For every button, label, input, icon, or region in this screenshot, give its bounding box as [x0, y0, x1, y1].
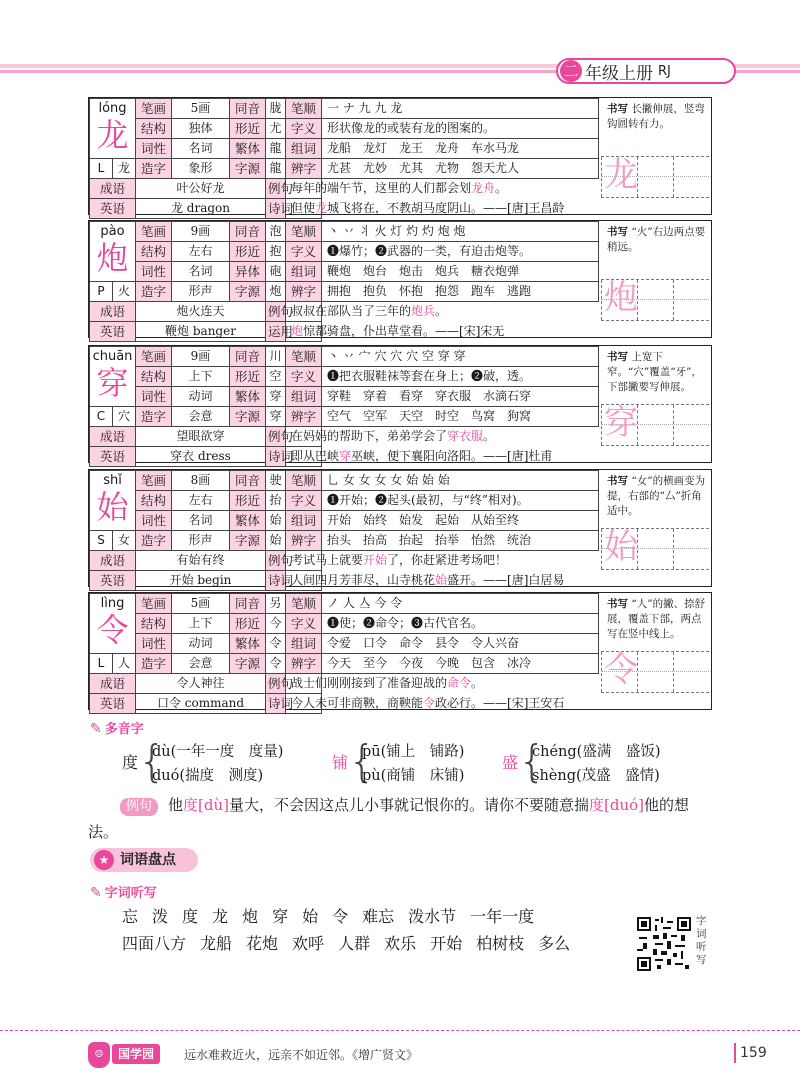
example-text: 他: [168, 796, 184, 814]
label-example: 例句: [266, 179, 286, 199]
char-table: [89, 221, 599, 342]
example-text: 量大，不会因这点儿小事就记恨你的。请你不要随意揣: [229, 796, 590, 814]
char-table: [89, 593, 599, 714]
origin-glyph: 令: [266, 654, 286, 674]
label-formation: 造字: [136, 407, 172, 427]
homophone: 胧: [266, 99, 286, 119]
label-structure: 结构: [136, 491, 172, 511]
char-head: [90, 471, 136, 551]
label-meaning: 字义: [286, 242, 322, 262]
footer: [88, 1040, 767, 1070]
dictation-word: 忘: [122, 907, 139, 926]
label-similar: 形近: [230, 491, 266, 511]
similar-char: 今: [266, 614, 286, 634]
dictation-word: 难忘: [362, 907, 395, 926]
meaning: ❶爆竹；❷武器的一类，有迫击炮等。: [322, 242, 599, 262]
origin-glyph: 龍: [266, 159, 286, 179]
label-pos: 词性: [136, 634, 172, 654]
writing-guide: [599, 593, 711, 709]
writing-note: 书写 “火”右边两点要稍远。: [607, 226, 706, 253]
label-alt: 繁体: [230, 511, 266, 531]
poly-item: 铺 { pū(铺上 铺路) pù(商铺 床铺): [332, 736, 465, 787]
dictation-words: [122, 903, 622, 957]
footer-quote: 远水难救近火，远亲不如近邻。《增广贤文》: [184, 1048, 419, 1062]
label-similar: 形近: [230, 614, 266, 634]
char-glyph: 令: [96, 611, 129, 649]
idiom: 叶公好龙: [136, 179, 266, 199]
char-head: [90, 99, 136, 179]
structure: 左右: [172, 242, 230, 262]
dictation-word: 始: [302, 907, 319, 926]
label-example: 例句: [266, 302, 286, 322]
dictation-word: 龙船: [200, 934, 233, 953]
label-poem: 诗词: [266, 571, 286, 591]
dictation-word: 花炮: [246, 934, 279, 953]
example-text: 他的想法。: [88, 796, 690, 841]
poem-line: 炮惊都骑盘，仆出草堂看。——[宋]宋无: [286, 322, 322, 342]
label-words: 组词: [286, 634, 322, 654]
meaning: ❶把衣服鞋袜等套在身上；❷破，透。: [322, 367, 599, 387]
pencil-icon: ✎: [90, 721, 102, 737]
trace-char: 始: [604, 527, 638, 567]
trace-char: 炮: [604, 278, 638, 318]
dictation-word: 欢乐: [384, 934, 417, 953]
formation: 会意: [172, 654, 230, 674]
label-pos: 词性: [136, 511, 172, 531]
idiom: 有始有终: [136, 551, 266, 571]
label-meaning: 字义: [286, 367, 322, 387]
dictation-word: 令: [332, 907, 349, 926]
char-card: [88, 469, 712, 587]
similar-char: 抱: [266, 242, 286, 262]
part-of-speech: 动词: [172, 387, 230, 407]
stroke-order: 丶 丷 丬 火 灯 灼 灼 炮 炮: [322, 222, 599, 242]
idiom: 炮火连天: [136, 302, 266, 322]
label-alt: 繁体: [230, 387, 266, 407]
label-alt: 繁体: [230, 139, 266, 159]
label-distinguish: 辨字: [286, 407, 322, 427]
label-formation: 造字: [136, 654, 172, 674]
alt-form: 砲: [266, 262, 286, 282]
label-distinguish: 辨字: [286, 159, 322, 179]
label-homophone: 同音: [230, 222, 266, 242]
char-glyph: 龙: [96, 116, 129, 154]
label-strokes: 笔画: [136, 594, 172, 614]
trace-char: 穿: [604, 403, 638, 443]
example-highlight: 度[duó]: [589, 796, 645, 814]
label-strokes: 笔画: [136, 471, 172, 491]
label-similar: 形近: [230, 242, 266, 262]
poly-reading: duó(揣度 测度): [152, 768, 264, 784]
label-idiom: 成语: [90, 302, 136, 322]
idiom: 望眼欲穿: [136, 427, 266, 447]
label-english: 英语: [90, 571, 136, 591]
dictation-title: ✎ 字词听写: [90, 885, 157, 901]
dictation-word: 度: [182, 907, 199, 926]
radical: 女: [117, 533, 130, 547]
label-order: 笔顺: [286, 347, 322, 367]
label-strokes: 笔画: [136, 222, 172, 242]
english: 开始 begin: [136, 571, 266, 591]
trace-char: 令: [604, 650, 638, 690]
homophone: 泡: [266, 222, 286, 242]
writing-note: 书写 “女”的横画变为提，右部的“厶”折角适中。: [607, 475, 706, 517]
label-distinguish: 辨字: [286, 282, 322, 302]
label-idiom: 成语: [90, 179, 136, 199]
label-poem: 诗词: [266, 199, 286, 219]
qr-label: 字词听写: [696, 915, 707, 966]
label-meaning: 字义: [286, 614, 322, 634]
label-order: 笔顺: [286, 99, 322, 119]
word-list: 穿鞋 穿着 看穿 穿衣服 水滴石穿: [322, 387, 599, 407]
poly-key: 盛: [502, 753, 519, 772]
label-distinguish: 辨字: [286, 654, 322, 674]
poly-key: 铺: [332, 753, 349, 772]
label-poem: 运用: [266, 322, 286, 342]
label-order: 笔顺: [286, 222, 322, 242]
formation: 会意: [172, 407, 230, 427]
radical: 龙: [117, 161, 130, 175]
idiom: 令人神往: [136, 674, 266, 694]
part-of-speech: 名词: [172, 511, 230, 531]
origin-glyph: 始: [266, 531, 286, 551]
label-strokes: 笔画: [136, 99, 172, 119]
label-homophone: 同音: [230, 99, 266, 119]
formation: 形声: [172, 531, 230, 551]
similar-char: 抬: [266, 491, 286, 511]
meaning: 形状像龙的或装有龙的图案的。: [322, 119, 599, 139]
label-similar: 形近: [230, 119, 266, 139]
label-words: 组词: [286, 511, 322, 531]
structure: 独体: [172, 119, 230, 139]
dictation-word: 人群: [338, 934, 371, 953]
label-pos: 词性: [136, 387, 172, 407]
poly-item: 度 { dù(一年一度 度量) duó(揣度 测度): [122, 736, 284, 787]
label-meaning: 字义: [286, 491, 322, 511]
word-list: 鞭炮 炮台 炮击 炮兵 糖衣炮弹: [322, 262, 599, 282]
label-meaning: 字义: [286, 119, 322, 139]
writing-guide: [599, 98, 711, 214]
char-glyph: 穿: [96, 364, 129, 402]
english: 龙 dragon: [136, 199, 266, 219]
char-table: [89, 470, 599, 591]
stroke-order: 一 ナ 九 九 龙: [322, 99, 599, 119]
grade-badge: [556, 58, 736, 84]
label-words: 组词: [286, 139, 322, 159]
structure: 左右: [172, 491, 230, 511]
label-origin: 字源: [230, 159, 266, 179]
radical: 人: [117, 656, 130, 670]
mascot-icon: ☺: [88, 1042, 110, 1068]
label-poem: 诗词: [266, 694, 286, 714]
char-head: [90, 594, 136, 674]
label-formation: 造字: [136, 159, 172, 179]
label-idiom: 成语: [90, 674, 136, 694]
english: 穿衣 dress: [136, 447, 266, 467]
label-pos: 词性: [136, 262, 172, 282]
english: 口令 command: [136, 694, 266, 714]
label-pos: 词性: [136, 139, 172, 159]
dictation-word: 龙: [212, 907, 229, 926]
label-similar: 形近: [230, 367, 266, 387]
dictation-word: 泼水节: [408, 907, 457, 926]
label-distinguish: 辨字: [286, 531, 322, 551]
distinguish-words: 抬头 抬高 抬起 抬举 怡然 统治: [322, 531, 599, 551]
char-pinyin: shǐ: [103, 473, 122, 488]
meaning: ❶使；❷命令；❸古代官名。: [322, 614, 599, 634]
formation: 形声: [172, 282, 230, 302]
char-head: [90, 222, 136, 302]
trace-char: 龙: [604, 155, 638, 195]
strokes: 5画: [172, 594, 230, 614]
label-formation: 造字: [136, 282, 172, 302]
label-origin: 字源: [230, 654, 266, 674]
page-number: 159: [734, 1043, 767, 1063]
similar-char: 空: [266, 367, 286, 387]
label-alt: 繁体: [230, 634, 266, 654]
index-letter: L: [90, 654, 113, 673]
strokes: 8画: [172, 471, 230, 491]
footer-badge: 国学园: [112, 1044, 160, 1064]
writing-guide: [599, 221, 711, 337]
index-letter: C: [90, 407, 113, 426]
strokes: 5画: [172, 99, 230, 119]
dictation-word: 开始: [430, 934, 463, 953]
label-order: 笔顺: [286, 594, 322, 614]
edition: RJ: [658, 63, 671, 79]
char-glyph: 始: [96, 488, 129, 526]
stroke-order: 丶 丷 宀 穴 穴 穴 空 穿 穿: [322, 347, 599, 367]
char-card: [88, 345, 712, 463]
qr-code[interactable]: [637, 917, 691, 971]
review-title-text: 词语盘点: [120, 852, 176, 868]
dictation-word: 泼: [152, 907, 169, 926]
polyphonic-example: [88, 792, 718, 846]
label-example: 例句: [266, 427, 286, 447]
poly-reading: shèng(茂盛 盛情): [532, 768, 660, 784]
example-sentence: 每年的端午节，这里的人们都会划龙舟。: [286, 179, 322, 199]
writing-note: 书写 长撇伸展，竖弯钩圆转有力。: [607, 103, 705, 130]
part-of-speech: 动词: [172, 634, 230, 654]
polyphonic-title: ✎ 多音字: [90, 721, 144, 737]
label-origin: 字源: [230, 531, 266, 551]
label-idiom: 成语: [90, 551, 136, 571]
structure: 上下: [172, 614, 230, 634]
origin-glyph: 炮: [266, 282, 286, 302]
homophone: 川: [266, 347, 286, 367]
writing-note: 书写 “人”的撇、捺舒展，覆盖下部，两点写在竖中线上。: [607, 598, 706, 640]
label-structure: 结构: [136, 367, 172, 387]
strokes: 9画: [172, 347, 230, 367]
writing-note: 书写 上宽下窄。“穴”覆盖“牙”，下部撇要写伸展。: [607, 351, 702, 393]
poly-reading: pū(铺上 铺路): [362, 744, 465, 760]
homophone: 另: [266, 594, 286, 614]
char-pinyin: chuān: [92, 349, 133, 364]
formation: 象形: [172, 159, 230, 179]
writing-guide: [599, 346, 711, 462]
part-of-speech: 名词: [172, 139, 230, 159]
label-words: 组词: [286, 262, 322, 282]
index-letter: P: [90, 282, 113, 301]
char-table: [89, 346, 599, 467]
label-origin: 字源: [230, 282, 266, 302]
example-badge: 例句: [120, 798, 158, 816]
structure: 上下: [172, 367, 230, 387]
alt-form: 令: [266, 634, 286, 654]
poly-key: 度: [122, 753, 139, 772]
label-structure: 结构: [136, 119, 172, 139]
char-pinyin: lóng: [98, 101, 127, 116]
footer-divider: [0, 1030, 800, 1031]
label-example: 例句: [266, 674, 286, 694]
alt-form: 始: [266, 511, 286, 531]
label-structure: 结构: [136, 242, 172, 262]
dictation-word: 炮: [242, 907, 259, 926]
poem-line: 即从巴峡穿巫峡，便下襄阳向洛阳。——[唐]杜甫: [286, 447, 322, 467]
label-structure: 结构: [136, 614, 172, 634]
char-card: [88, 592, 712, 710]
alt-form: 龍: [266, 139, 286, 159]
writing-guide: [599, 470, 711, 586]
poly-item: 盛 { chéng(盛满 盛饭) shèng(茂盛 盛情): [502, 736, 661, 787]
label-poem: 诗词: [266, 447, 286, 467]
label-english: 英语: [90, 199, 136, 219]
label-order: 笔顺: [286, 471, 322, 491]
label-english: 英语: [90, 447, 136, 467]
dictation-word: 欢呼: [292, 934, 325, 953]
example-sentence: 叔叔在部队当了三年的炮兵。: [286, 302, 322, 322]
example-highlight: 度[dù]: [183, 796, 229, 814]
poem-line: 今人未可非商鞅，商鞅能令政必行。——[宋]王安石: [286, 694, 322, 714]
label-homophone: 同音: [230, 471, 266, 491]
char-pinyin: lìng: [100, 596, 125, 611]
index-letter: L: [90, 159, 113, 178]
label-english: 英语: [90, 694, 136, 714]
label-example: 例句: [266, 551, 286, 571]
part-of-speech: 名词: [172, 262, 230, 282]
homophone: 驶: [266, 471, 286, 491]
distinguish-words: 尤甚 尤妙 尤其 尤物 怨天尤人: [322, 159, 599, 179]
label-origin: 字源: [230, 407, 266, 427]
char-glyph: 炮: [96, 239, 129, 277]
radical: 火: [117, 284, 130, 298]
distinguish-words: 今天 至今 今夜 今晚 包含 冰冷: [322, 654, 599, 674]
similar-char: 尤: [266, 119, 286, 139]
grade-text: 年级上册: [585, 63, 653, 84]
char-table: [89, 98, 599, 219]
label-strokes: 笔画: [136, 347, 172, 367]
example-sentence: 在妈妈的帮助下，弟弟学会了穿衣服。: [286, 427, 322, 447]
distinguish-words: 拥抱 抱负 怀抱 抱怨 跑车 逃跑: [322, 282, 599, 302]
dictation-word: 四面八方: [122, 934, 187, 953]
label-words: 组词: [286, 387, 322, 407]
example-sentence: 战士们刚刚接到了准备迎战的命令。: [286, 674, 322, 694]
poly-reading: dù(一年一度 度量): [152, 744, 284, 760]
english: 鞭炮 banger: [136, 322, 266, 342]
label-homophone: 同音: [230, 347, 266, 367]
poly-reading: pù(商铺 床铺): [362, 768, 465, 784]
meaning: ❶开始；❷起头(最初，与“终”相对)。: [322, 491, 599, 511]
char-head: [90, 347, 136, 427]
strokes: 9画: [172, 222, 230, 242]
char-pinyin: pào: [100, 224, 125, 239]
poem-line: 但使龙城飞将在，不教胡马度阴山。——[唐]王昌龄: [286, 199, 322, 219]
grade-number: 二: [560, 60, 582, 82]
dictation-word: 柏树枝: [476, 934, 525, 953]
radical: 穴: [117, 409, 130, 423]
label-homophone: 同音: [230, 594, 266, 614]
word-list: 开始 始终 始发 起始 从始至终: [322, 511, 599, 531]
dictation-word: 多么: [538, 934, 571, 953]
stroke-order: 乚 女 女 女 女 始 始 始: [322, 471, 599, 491]
dictation-word: 一年一度: [470, 907, 535, 926]
example-sentence: 考试马上就要开始了，你赶紧进考场吧！: [286, 551, 322, 571]
char-card: [88, 97, 712, 215]
word-list: 令爱 口令 命令 县令 令人兴奋: [322, 634, 599, 654]
poly-reading: chéng(盛满 盛饭): [532, 744, 661, 760]
label-alt: 异体: [230, 262, 266, 282]
alt-form: 穿: [266, 387, 286, 407]
char-card: [88, 220, 712, 338]
stroke-order: ノ 人 亼 今 令: [322, 594, 599, 614]
distinguish-words: 空气 空军 天空 时空 鸟窝 狗窝: [322, 407, 599, 427]
label-idiom: 成语: [90, 427, 136, 447]
pencil-icon: ✎: [90, 885, 102, 901]
origin-glyph: 穿: [266, 407, 286, 427]
label-formation: 造字: [136, 531, 172, 551]
dictation-word: 穿: [272, 907, 289, 926]
word-list: 龙船 龙灯 龙王 龙舟 车水马龙: [322, 139, 599, 159]
label-english: 英语: [90, 322, 136, 342]
poem-line: 人间四月芳菲尽，山寺桃花始盛开。——[唐]白居易: [286, 571, 322, 591]
star-icon: ★: [94, 850, 114, 870]
index-letter: S: [90, 531, 113, 550]
review-title: [90, 848, 198, 872]
